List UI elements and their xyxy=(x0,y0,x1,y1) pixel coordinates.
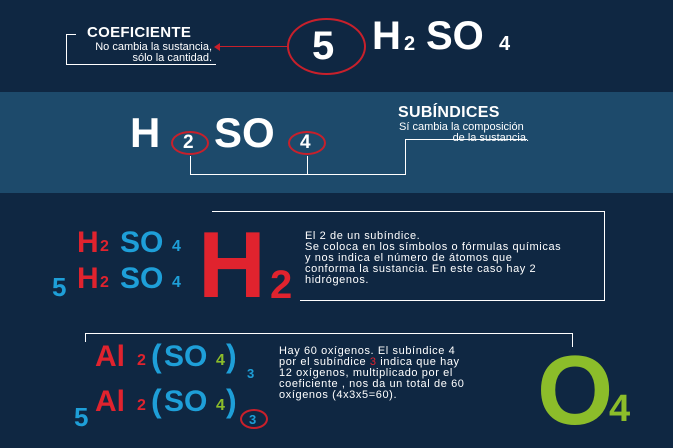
o-row1-open: ( xyxy=(151,338,162,374)
h-row2-H: H xyxy=(77,262,99,295)
coef-arrow-line xyxy=(220,46,288,47)
top-formula-H: H xyxy=(372,14,401,58)
band-connector-mid-drop xyxy=(307,156,308,174)
oxygen-text-line2b: 3 xyxy=(369,356,377,368)
big-H-sub2: 2 xyxy=(270,263,293,307)
o-row2-open: ( xyxy=(151,383,162,419)
oxygen-box-top xyxy=(85,333,573,334)
band-formula-sub2: 2 xyxy=(183,132,194,153)
band-connector-right-rise xyxy=(405,139,406,175)
subscripts-band xyxy=(0,92,673,193)
o-row1-close: ) xyxy=(226,338,237,374)
coef-number: 5 xyxy=(312,24,335,68)
oxygen-box-left xyxy=(85,333,86,342)
coef-bracket-bottom xyxy=(66,64,216,65)
o-row2-sub3: 3 xyxy=(249,412,257,427)
o-row1-sub3: 3 xyxy=(247,366,255,381)
oxygen-text-line4: coeficiente , nos da un total de 60 xyxy=(279,378,465,390)
coef-title: COEFICIENTE xyxy=(87,24,192,41)
o-row2-sub4: 4 xyxy=(216,397,225,414)
hydrogen-box-bottom xyxy=(300,300,605,301)
o-row2-SO: SO xyxy=(164,385,208,418)
hydrogen-text-line5: hidrógenos. xyxy=(305,274,370,286)
h-row1-SO: SO xyxy=(120,226,164,259)
hydrogen-box-top xyxy=(212,211,605,212)
hydrogen-box-right xyxy=(604,211,605,300)
oxygen-text-line3: 12 oxígenos, multiplicado por el xyxy=(279,367,453,379)
big-O: O xyxy=(537,335,614,445)
band-formula-SO: SO xyxy=(214,109,275,156)
oxygen-text-line5: oxígenos (4x3x5=60). xyxy=(279,389,398,401)
o-row1-SO: SO xyxy=(164,340,208,373)
coef-desc-line1: No cambia la sustancia, xyxy=(95,41,212,53)
top-formula-sub2: 2 xyxy=(404,33,416,55)
coef-desc-line2: sólo la cantidad. xyxy=(132,52,212,64)
coef-bracket-top xyxy=(66,34,76,35)
top-formula-SO: SO xyxy=(426,14,484,58)
big-O-sub4: 4 xyxy=(609,388,631,430)
o-row1-Al: Al xyxy=(95,340,125,373)
oxygen-text-line2a: por el subíndice xyxy=(279,356,370,368)
oxygen-text-line2c: indica que hay xyxy=(376,356,460,368)
hydrogen-text-line3: y nos indica el número de átomos que xyxy=(305,252,513,264)
hydrogen-text-line1: El 2 de un subíndice. xyxy=(305,230,421,242)
subscripts-title: SUBÍNDICES xyxy=(398,104,500,121)
h-row1-sub4: 4 xyxy=(172,238,181,255)
coef-bracket-left xyxy=(66,34,67,64)
coef-arrow-head xyxy=(214,43,220,51)
h-row2-coef: 5 xyxy=(52,272,67,302)
top-formula-sub4: 4 xyxy=(499,33,511,55)
o-row2-Al: Al xyxy=(95,385,125,418)
hydrogen-text-line4: conforma la sustancia. En este caso hay 2 xyxy=(305,263,537,275)
o-row1-sub4: 4 xyxy=(216,352,225,369)
o-row2-sub2: 2 xyxy=(137,397,146,414)
oxygen-text-line1: Hay 60 oxígenos. El subíndice 4 xyxy=(279,345,456,357)
subscripts-desc-line1: Sí cambia la composición xyxy=(399,121,524,133)
h-row2-sub2: 2 xyxy=(100,274,109,291)
o-row2-coef: 5 xyxy=(74,402,89,432)
band-connector-left-drop xyxy=(190,156,191,174)
h-row2-sub4: 4 xyxy=(172,274,181,291)
h-row2-SO: SO xyxy=(120,262,164,295)
o-row1-sub2: 2 xyxy=(137,352,146,369)
hydrogen-text-line2: Se coloca en los símbolos o fórmulas químicas xyxy=(305,241,562,253)
band-formula-sub4: 4 xyxy=(300,132,311,153)
big-H: H xyxy=(198,212,266,317)
o-row2-close: ) xyxy=(226,383,237,419)
h-row1-sub2: 2 xyxy=(100,238,109,255)
band-formula-H: H xyxy=(130,109,161,156)
subscripts-desc-line2: de la sustancia. xyxy=(452,132,529,144)
band-connector-bottom xyxy=(190,174,405,175)
h-row1-H: H xyxy=(77,226,99,259)
